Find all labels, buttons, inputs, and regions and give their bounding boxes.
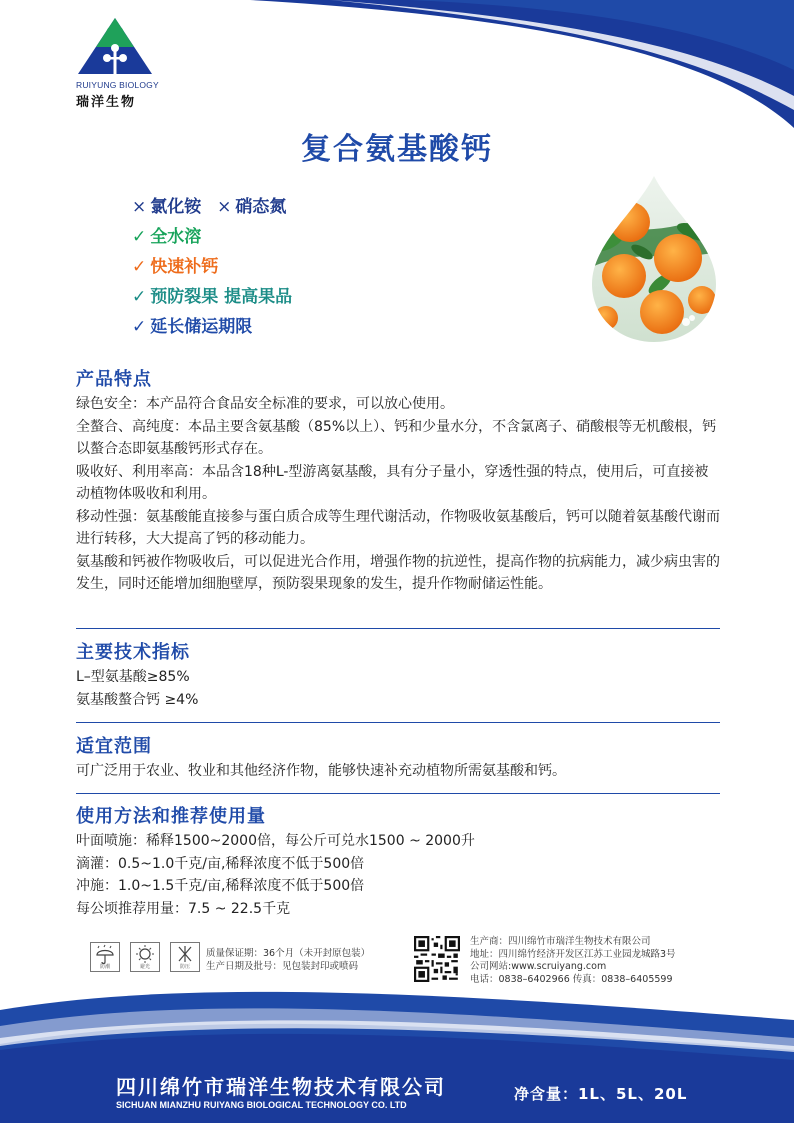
section-divider bbox=[76, 722, 720, 723]
manufacturer-website[interactable]: 公司网站:www.scruiyang.com bbox=[470, 961, 607, 972]
feature-paragraph: 绿色安全：本产品符合食品安全标准的要求，可以放心使用。 bbox=[76, 396, 454, 412]
feature-paragraph: 移动性强：氨基酸能直接参与蛋白质合成等生理代谢活动，作物吸收氨基酸后，钙可以随着氨基酸代谢而进行转移，大大提高了钙的移动能力。 bbox=[76, 508, 720, 547]
footer-company-name-cn: 四川绵竹市瑞洋生物技术有限公司 bbox=[116, 1075, 446, 1099]
manufacturer-address: 地址：四川绵竹经济开发区江苏工业园龙城路3号 bbox=[470, 948, 676, 960]
usage-item: 冲施：1.0~1.5千克/亩,稀释浓度不低于500倍 bbox=[76, 878, 365, 894]
feature-paragraph: 氨基酸和钙被作物吸收后，可以促进光合作用，增强作物的抗逆性，提高作物的抗病能力，减少病虫害的发生，同时还能增加细胞壁厚，预防裂果现象的发生，提升作物耐储运性能。 bbox=[76, 553, 720, 592]
usage-heading: 使用方法和推荐使用量 bbox=[76, 806, 266, 827]
orange-fruit-droplet-image bbox=[590, 172, 718, 344]
features-section bbox=[76, 367, 720, 596]
scope-text: 可广泛用于农业、牧业和其他经济作物，能够快速补充动植物所需氨基酸和钙。 bbox=[76, 763, 566, 779]
product-claims bbox=[132, 192, 292, 342]
icon-caption: 防压 bbox=[179, 964, 190, 970]
brand-name-en: RUIYUNG BIOLOGY bbox=[76, 80, 159, 90]
claim-row bbox=[132, 312, 292, 342]
usage-section bbox=[76, 804, 720, 920]
spec-item: L–型氨基酸≥85% bbox=[76, 669, 190, 685]
product-title: 复合氨基酸钙 bbox=[301, 132, 493, 167]
cross-icon: × bbox=[217, 197, 232, 217]
claim-row bbox=[132, 282, 292, 312]
icon-caption: 防潮 bbox=[99, 964, 110, 970]
specs-heading: 主要技术指标 bbox=[76, 642, 190, 663]
check-icon: ✓ bbox=[132, 257, 147, 277]
feature-paragraph: 全螯合、高纯度：本品主要含氨基酸（85%以上）、钙和少量水分，不含氯离子、硝酸根等无机酸根，钙以螯合态即氨基酸钙形式存在。 bbox=[76, 418, 717, 457]
manufacturer-name: 生产商：四川绵竹市瑞洋生物技术有限公司 bbox=[470, 936, 651, 947]
usage-item: 滴灌：0.5~1.0千克/亩,稀释浓度不低于500倍 bbox=[76, 855, 365, 872]
claim-text: 氯化铵 bbox=[150, 197, 202, 217]
claim-text: 全水溶 bbox=[150, 227, 202, 247]
check-icon: ✓ bbox=[132, 287, 147, 307]
feature-paragraph: 吸收好、利用率高：本品含18种L-型游离氨基酸，具有分子量小，穿透性强的特点，使用后，可直接被动植物体吸收和利用。 bbox=[76, 463, 709, 502]
brand-name-cn: 瑞洋生物 bbox=[76, 95, 137, 110]
usage-item: 叶面喷施：稀释1500~2000倍，每公斤可兑水1500 ~ 2000升 bbox=[76, 833, 475, 849]
keep-dry-umbrella-icon bbox=[90, 942, 120, 972]
claim-row bbox=[132, 222, 292, 252]
claim-text: 快速补钙 bbox=[150, 257, 219, 277]
footer-company-name-en: SICHUAN MIANZHU RUIYANG BIOLOGICAL TECHNOLOGY CO. LTD bbox=[116, 1100, 407, 1110]
icon-caption: 避光 bbox=[139, 964, 150, 970]
section-divider bbox=[76, 628, 720, 629]
logo-mark-icon bbox=[76, 14, 154, 78]
quality-info bbox=[206, 947, 370, 973]
storage-icons bbox=[90, 942, 200, 972]
shelf-life: 质量保证期：36个月（未开封原包装） bbox=[206, 948, 371, 959]
check-icon: ✓ bbox=[132, 227, 147, 247]
claim-text: 硝态氮 bbox=[235, 197, 287, 217]
scope-section bbox=[76, 734, 720, 783]
usage-item: 每公顷推荐用量：7.5 ~ 22.5千克 bbox=[76, 900, 291, 917]
claim-row-free-of bbox=[132, 192, 292, 222]
claim-row bbox=[132, 252, 292, 282]
keep-from-sun-icon bbox=[130, 942, 160, 972]
claim-text: 预防裂果 提高果品 bbox=[150, 287, 293, 307]
fragile-icon bbox=[170, 942, 200, 972]
section-divider bbox=[76, 793, 720, 794]
check-icon: ✓ bbox=[132, 317, 147, 337]
manufacturer-info bbox=[470, 936, 676, 986]
brand-logo bbox=[76, 14, 160, 110]
batch-info: 生产日期及批号：见包装封印或喷码 bbox=[206, 961, 359, 972]
features-heading: 产品特点 bbox=[76, 369, 152, 390]
spec-item: 氨基酸螯合钙 ≥4% bbox=[76, 691, 199, 708]
scope-heading: 适宜范围 bbox=[76, 736, 152, 757]
manufacturer-phone: 电话：0838–6402966 传真：0838–6405599 bbox=[470, 973, 673, 985]
qr-code-icon[interactable] bbox=[414, 936, 460, 982]
cross-icon: × bbox=[132, 197, 147, 217]
specs-section bbox=[76, 640, 720, 711]
claim-text: 延长储运期限 bbox=[150, 317, 253, 337]
net-content: 净含量：1L、5L、20L bbox=[514, 1085, 688, 1103]
